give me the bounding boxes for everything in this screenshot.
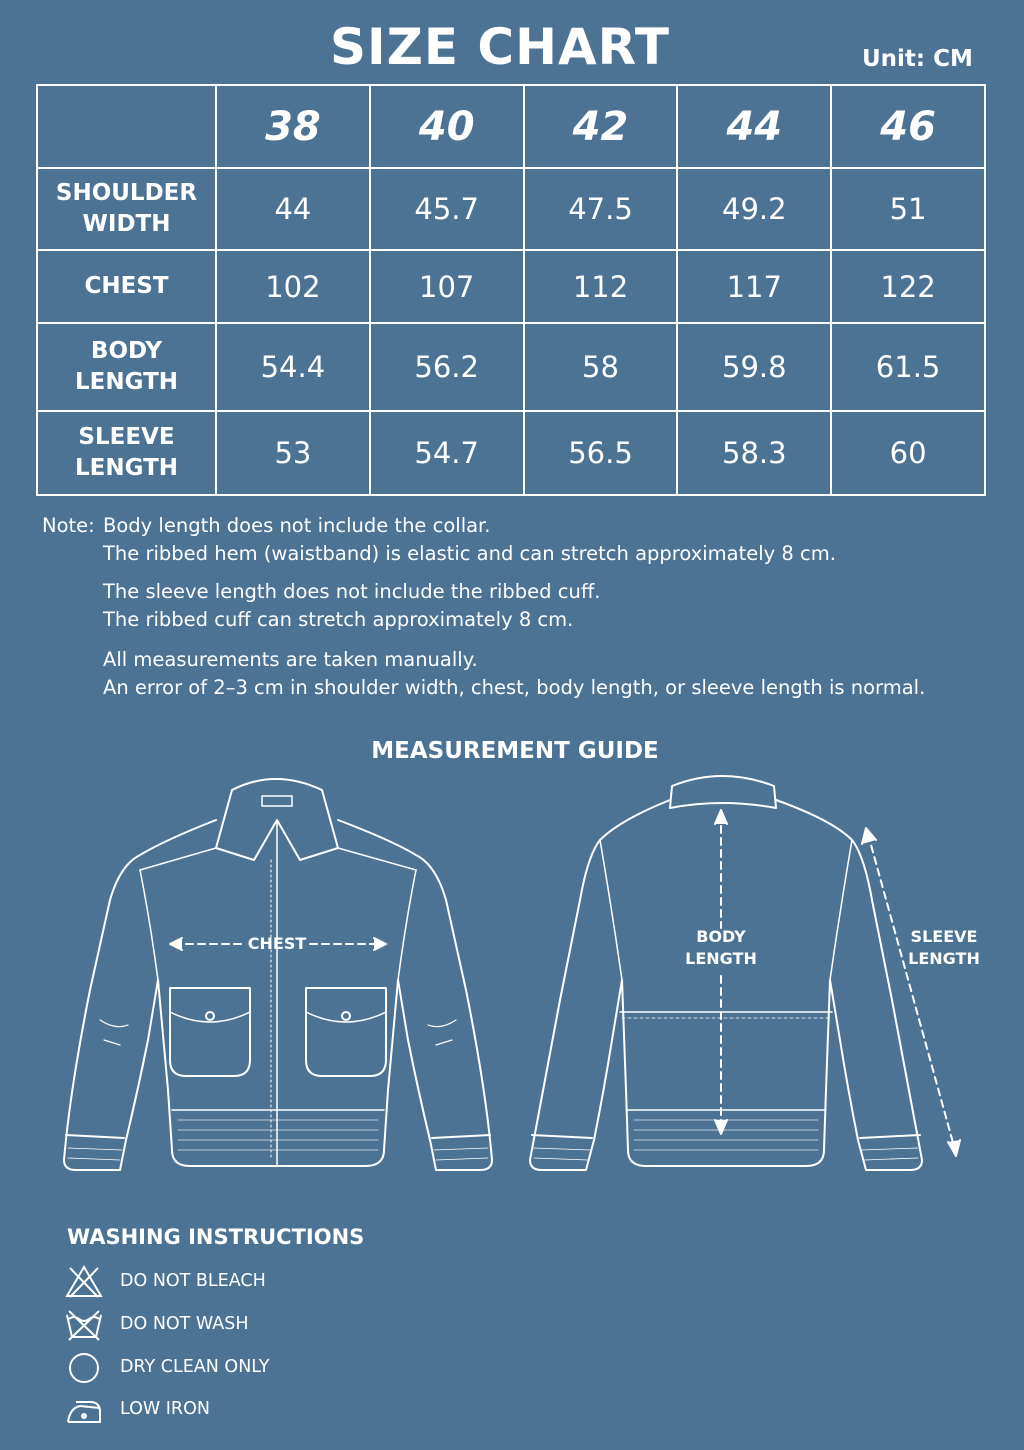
note-line: Body length does not include the collar.: [103, 514, 491, 537]
table-row-shoulder-width: [37, 168, 985, 250]
measurement-illustration: [0, 760, 1024, 1180]
chest-label: CHEST: [247, 934, 307, 953]
table-row-body-length: [37, 323, 985, 411]
note-line: All measurements are taken manually.: [103, 648, 478, 671]
size-header-row: [37, 85, 985, 168]
value-cell: 47.5: [524, 168, 678, 250]
value-cell: 45.7: [370, 168, 524, 250]
value-cell: 122: [831, 250, 985, 323]
page-title: SIZE CHART: [329, 18, 671, 76]
jacket-back-illustration: [530, 776, 960, 1170]
corner-cell: [37, 85, 216, 168]
size-header: 38: [216, 85, 370, 168]
body-length-label: BODY LENGTH: [685, 927, 757, 968]
table-row-chest: [37, 250, 985, 323]
measurement-guide-title: MEASUREMENT GUIDE: [371, 738, 659, 764]
note-lead: Note:: [42, 514, 95, 537]
value-cell: 102: [216, 250, 370, 323]
table-row-sleeve-length: [37, 411, 985, 495]
size-header: 42: [524, 85, 678, 168]
value-cell: 54.7: [370, 411, 524, 495]
value-cell: 61.5: [831, 323, 985, 411]
value-cell: 58: [524, 323, 678, 411]
value-cell: 56.5: [524, 411, 678, 495]
row-label: CHEST: [37, 250, 216, 323]
value-cell: 58.3: [677, 411, 831, 495]
do-not-bleach-icon: [64, 1264, 104, 1300]
washing-title: WASHING INSTRUCTIONS: [67, 1225, 365, 1249]
low-iron-icon: [64, 1392, 104, 1428]
sleeve-length-label: SLEEVE LENGTH: [908, 927, 980, 968]
note-line: The ribbed hem (waistband) is elastic and can stretch approximately 8 cm.: [103, 542, 836, 565]
jacket-front-illustration: [64, 779, 492, 1170]
unit-label: Unit: CM: [862, 46, 973, 72]
do-not-wash-icon: [64, 1307, 104, 1343]
note-line: The ribbed cuff can stretch approximately 8 cm.: [103, 608, 574, 631]
value-cell: 60: [831, 411, 985, 495]
wash-item-label: DO NOT BLEACH: [120, 1271, 266, 1291]
value-cell: 44: [216, 168, 370, 250]
value-cell: 107: [370, 250, 524, 323]
value-cell: 53: [216, 411, 370, 495]
wash-item-label: LOW IRON: [120, 1399, 210, 1419]
row-label: BODY LENGTH: [37, 323, 216, 411]
row-label: SHOULDER WIDTH: [37, 168, 216, 250]
wash-item-label: DRY CLEAN ONLY: [120, 1357, 270, 1377]
note-line: An error of 2–3 cm in shoulder width, chest, body length, or sleeve length is normal.: [103, 676, 926, 699]
value-cell: 112: [524, 250, 678, 323]
value-cell: 59.8: [677, 323, 831, 411]
size-header: 46: [831, 85, 985, 168]
row-label: SLEEVE LENGTH: [37, 411, 216, 495]
size-table: [36, 84, 986, 496]
note-line: The sleeve length does not include the ribbed cuff.: [103, 580, 601, 603]
value-cell: 54.4: [216, 323, 370, 411]
dry-clean-icon: [64, 1350, 104, 1386]
value-cell: 56.2: [370, 323, 524, 411]
wash-item-label: DO NOT WASH: [120, 1314, 249, 1334]
size-header: 44: [677, 85, 831, 168]
value-cell: 51: [831, 168, 985, 250]
value-cell: 117: [677, 250, 831, 323]
size-header: 40: [370, 85, 524, 168]
value-cell: 49.2: [677, 168, 831, 250]
